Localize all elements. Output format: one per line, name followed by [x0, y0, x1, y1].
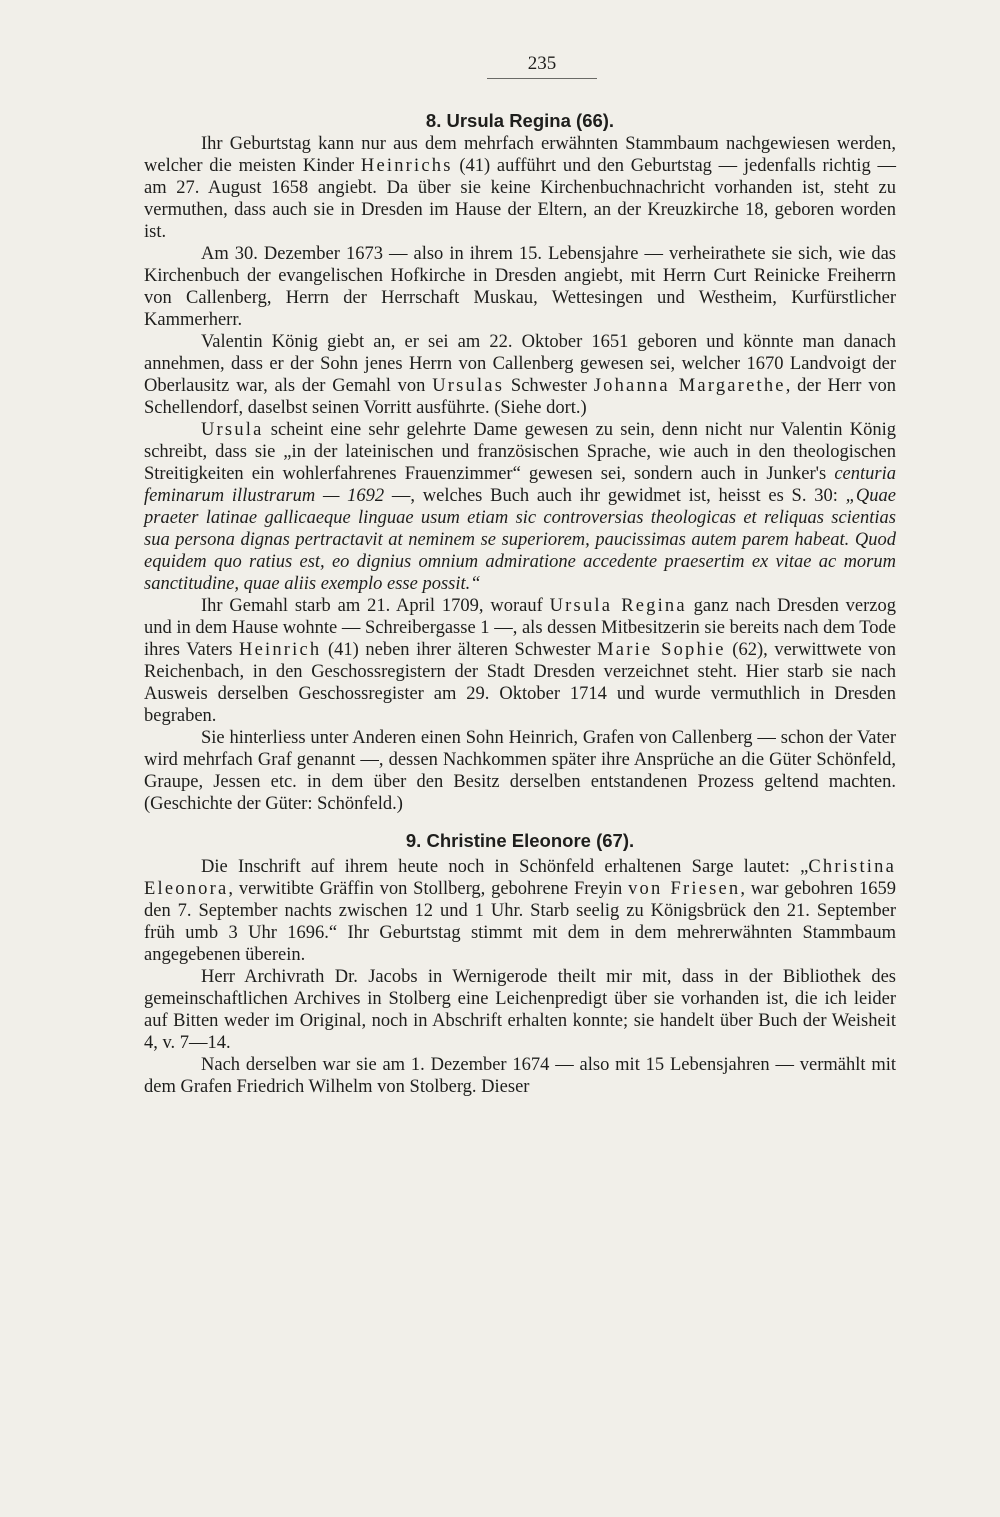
- section-number: 9.: [405, 830, 422, 851]
- spaced-name: Heinrich: [239, 640, 322, 660]
- paragraph-learned-lady: Ursula scheint eine sehr gelehrte Dame gewesen zu sein, denn nicht nur Valentin König schreibt, dass sie „in der lateinischen und französischen Sprache, wie auch in den theologischen Streitigkeiten ein wohlerfahrenes Frauenzimmer“ gewesen sei, sondern auch in Junker's centuria feminarum illustrarum — 1692 —, welches Buch auch ihr gewidmet ist, heisst es S. 30: „Quae praeter latinae gallicaeque linguae usum etiam sic controversias theologicas et reliquas scientias sua persona dignas pertractavit at neminem se superiorem, paucissimas autem parem habeat. Quod equidem quo ratius est, eo dignius omnium admiratione accedente praesertim ex vitae ac morum sanctitudine, quae aliis exemplo esse possit.“: [144, 420, 896, 594]
- latin-quote: „Quae praeter latinae gallicaeque linguae usum etiam sic controversias theologicas et reliquas scientias sua persona dignas pertractavit at neminem se superiorem, paucissimas autem parem habeat. Quod equidem quo ratius est, eo dignius omnium admiratione accedente praesertim ex vitae ac morum sanctitudine, quae aliis exemplo esse possit.“: [144, 486, 896, 594]
- section-reference: (67).: [596, 830, 635, 851]
- page-number: 235: [487, 52, 597, 79]
- section-heading-christine-eleonore: [144, 829, 896, 853]
- latin-title: centuria feminarum illustrarum — 1692: [144, 464, 896, 506]
- paragraph-funeral-sermon: Herr Archivrath Dr. Jacobs in Wernigerode theilt mir mit, dass in der Bibliothek des gemeinschaftlichen Archives in Stolberg eine Leichenpredigt über sie vorhanden ist, die ich leider auf Bitten weder im Original, noch in Abschrift erhalten konnte; sie handelt über Buch der Weisheit 4, v. 7—14.: [144, 967, 896, 1053]
- paragraph-marriage: Am 30. Dezember 1673 — also in ihrem 15. Lebensjahre — verheirathete sie sich, wie das Kirchenbuch der evangelischen Hofkirche in Dresden angiebt, mit Herrn Curt Reinicke Freiherrn von Callenberg, Herrn der Herrschaft Muskau, Wettesingen und Westheim, Kurfürstlicher Kammerherr.: [144, 244, 896, 330]
- spaced-name: Ursula: [201, 420, 264, 440]
- section-number: 8.: [425, 110, 442, 131]
- spaced-name: Marie Sophie: [597, 640, 726, 660]
- paragraph-valentin-koenig: Valentin König giebt an, er sei am 22. Oktober 1651 geboren und könnte man danach annehmen, dass er der Sohn jenes Herrn von Callenberg gewesen sei, welcher 1670 Landvoigt der Oberlausitz war, als der Gemahl von Ursulas Schwester Johanna Margarethe, der Herr von Schellendorf, daselbst seinen Vorritt ausführte. (Siehe dort.): [144, 332, 896, 418]
- paragraph-descendants: Sie hinterliess unter Anderen einen Sohn Heinrich, Grafen von Callenberg — schon der Vater wird mehrfach Graf genannt —, dessen Nachkommen später ihre Ansprüche an die Güter Schönfeld, Graupe, Jessen etc. in dem über den Besitz derselben entstandenen Prozess geltend machten. (Geschichte der Güter: Schönfeld.): [144, 728, 896, 814]
- spaced-name: von Friesen: [628, 879, 741, 899]
- spaced-name: Christina Eleonora: [144, 857, 896, 899]
- book-page: [144, 52, 896, 1098]
- section-reference: (66).: [576, 110, 615, 131]
- spaced-name: Ursula Regina: [549, 596, 687, 616]
- paragraph-coffin-inscription: Die Inschrift auf ihrem heute noch in Schönfeld erhaltenen Sarge lautet: „Christina Eleonora, verwitibte Gräffin von Stollberg, gebohrene Freyin von Friesen, war gebohren 1659 den 7. September nachts zwischen 12 und 1 Uhr. Starb seelig zu Königsbrück den 21. September früh umb 3 Uhr 1696.“ Ihr Geburtstag stimmt mit dem in dem mehrerwähnten Stammbaum angegebenen überein.: [144, 857, 896, 965]
- paragraph-birthday: Ihr Geburtstag kann nur aus dem mehrfach erwähnten Stammbaum nachgewiesen werden, welcher die meisten Kinder Heinrichs (41) aufführt und den Geburtstag — jedenfalls richtig — am 27. August 1658 angiebt. Da über sie keine Kirchenbuchnachricht vorhanden ist, steht zu vermuthen, dass auch sie in Dresden im Hause der Eltern, an der Kreuzkirche 18, geboren worden ist.: [144, 134, 896, 242]
- spaced-name: Heinrichs: [360, 156, 453, 176]
- spaced-name: Ursulas: [432, 376, 505, 396]
- spaced-name: Johanna Margarethe: [593, 376, 786, 396]
- paragraph-husband-death: Ihr Gemahl starb am 21. April 1709, worauf Ursula Regina ganz nach Dresden verzog und in dem Hause wohnte — Schreibergasse 1 —, als dessen Mitbesitzerin sie bereits nach dem Tode ihres Vaters Heinrich (41) neben ihrer älteren Schwester Marie Sophie (62), verwittwete von Reichenbach, in den Geschossregistern der Stadt Dresden verzeichnet steht. Hier starb sie nach Ausweis derselben Geschossregister am 29. Oktober 1714 und wurde vermuthlich in Dresden begraben.: [144, 596, 896, 726]
- section-title: Christine Eleonore: [426, 830, 591, 851]
- section-heading-ursula-regina: [144, 109, 896, 133]
- paragraph-marriage-stolberg: Nach derselben war sie am 1. Dezember 1674 — also mit 15 Lebensjahren — vermählt mit dem Grafen Friedrich Wilhelm von Stolberg. Dieser: [144, 1055, 896, 1097]
- section-title: Ursula Regina: [446, 110, 571, 131]
